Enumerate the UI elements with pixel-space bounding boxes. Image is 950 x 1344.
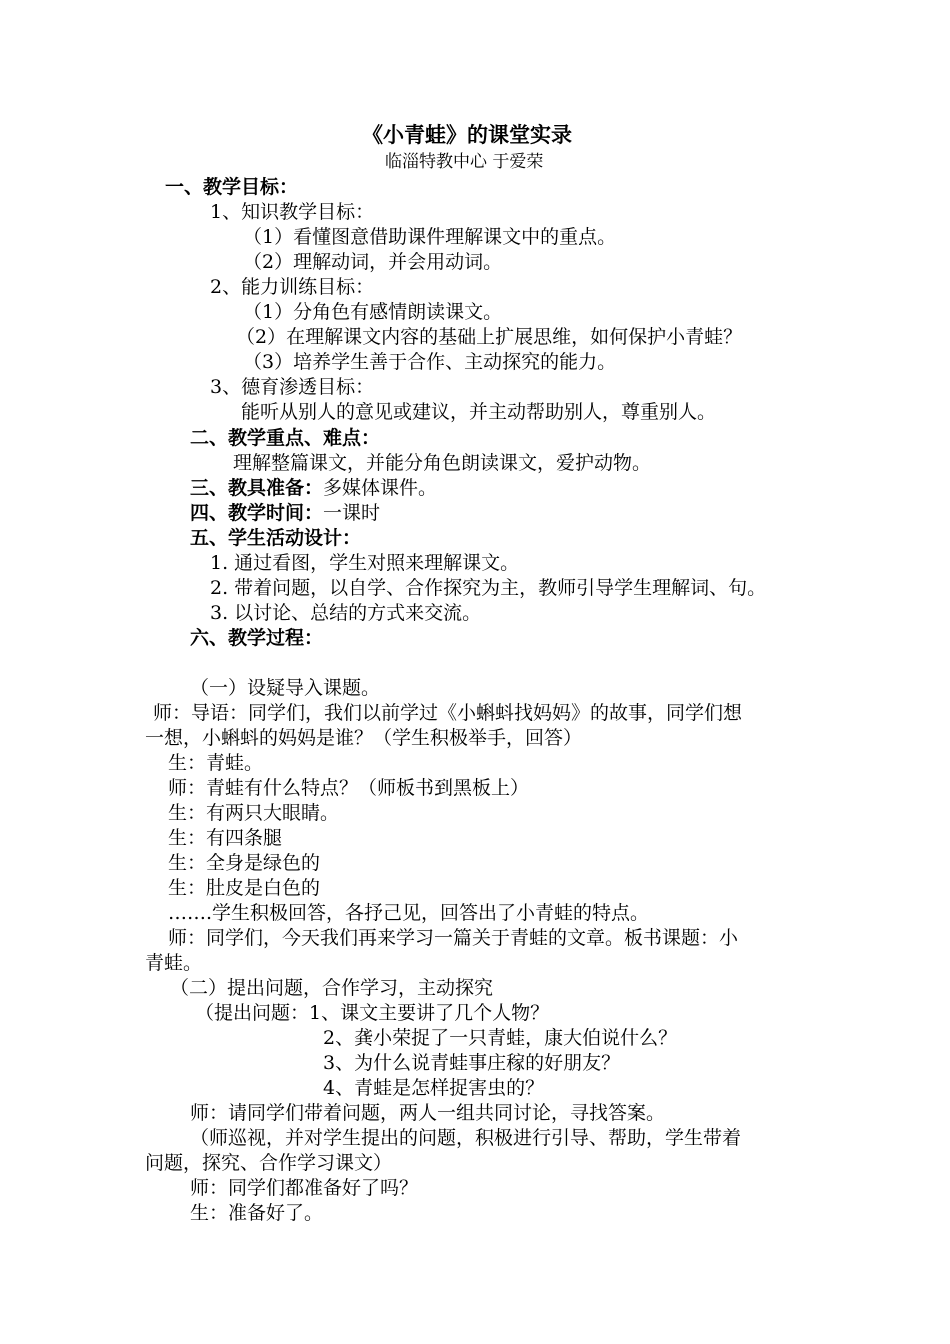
question-4: 4、青蛙是怎样捉害虫的？ bbox=[323, 1077, 545, 1099]
objective-knowledge-1: （1）看懂图意借助课件理解课文中的重点。 bbox=[243, 226, 617, 248]
section-6-heading: 六、教学过程： bbox=[190, 627, 324, 649]
section-3-heading: 三、教具准备： bbox=[190, 477, 324, 499]
objective-knowledge: 1、知识教学目标： bbox=[210, 201, 375, 223]
dialogue-line: 一想，小蝌蚪的妈妈是谁？（学生积极举手，回答） bbox=[145, 727, 583, 749]
activity-2: 2. 带着问题，以自学、合作探究为主，教师引导学生理解词、句。 bbox=[210, 577, 767, 599]
dialogue-line: 生：青蛙。 bbox=[168, 752, 264, 774]
objective-moral-1: 能听从别人的意见或建议，并主动帮助别人，尊重别人。 bbox=[241, 401, 717, 423]
dialogue-line: 师：同学们都准备好了吗？ bbox=[190, 1177, 419, 1199]
dialogue-line: 师：同学们，今天我们再来学习一篇关于青蛙的文章。板书课题：小 bbox=[168, 927, 739, 949]
dialogue-line: 生：准备好了。 bbox=[190, 1202, 324, 1224]
objective-ability: 2、能力训练目标： bbox=[210, 276, 375, 298]
section-1-heading: 一、教学目标： bbox=[165, 176, 299, 198]
dialogue-line: 青蛙。 bbox=[145, 952, 203, 974]
dialogue-line: 生：有两只大眼睛。 bbox=[168, 802, 340, 824]
activity-3: 3. 以讨论、总结的方式来交流。 bbox=[210, 602, 482, 624]
question-2: 2、龚小荣捉了一只青蛙，康大伯说什么？ bbox=[323, 1027, 678, 1049]
objective-ability-3: （3）培养学生善于合作、主动探究的能力。 bbox=[243, 351, 617, 373]
section-2-heading: 二、教学重点、难点： bbox=[190, 427, 381, 449]
objective-ability-1: （1）分角色有感情朗读课文。 bbox=[243, 301, 503, 323]
objective-ability-2: （2）在理解课文内容的基础上扩展思维，如何保护小青蛙？ bbox=[236, 326, 743, 348]
process-part-2-heading: （二）提出问题，合作学习，主动探究 bbox=[170, 977, 494, 999]
process-part-1-heading: （一）设疑导入课题。 bbox=[190, 677, 381, 699]
document-title: 《小青蛙》的课堂实录 bbox=[362, 122, 572, 147]
section-2-text: 理解整篇课文，并能分角色朗读课文，爱护动物。 bbox=[233, 452, 652, 474]
dialogue-line: 师：青蛙有什么特点？（师板书到黑板上） bbox=[168, 777, 530, 799]
question-3: 3、为什么说青蛙事庄稼的好朋友？ bbox=[323, 1052, 621, 1074]
dialogue-line: 生：有四条腿 bbox=[168, 827, 283, 849]
dialogue-line: …….学生积极回答，各抒己见，回答出了小青蛙的特点。 bbox=[168, 902, 650, 924]
dialogue-line: 生：肚皮是白色的 bbox=[168, 877, 321, 899]
section-3-text: 多媒体课件。 bbox=[323, 477, 438, 499]
objective-knowledge-2: （2）理解动词，并会用动词。 bbox=[243, 251, 503, 273]
activity-1: 1. 通过看图，学生对照来理解课文。 bbox=[210, 552, 520, 574]
section-4-text: 一课时 bbox=[323, 502, 381, 524]
dialogue-line: 生：全身是绿色的 bbox=[168, 852, 321, 874]
dialogue-line: 师：导语：同学们，我们以前学过《小蝌蚪找妈妈》的故事，同学们想 bbox=[153, 702, 743, 724]
objective-moral: 3、德育渗透目标： bbox=[210, 376, 375, 398]
dialogue-line: （师巡视，并对学生提出的问题，积极进行引导、帮助，学生带着 bbox=[190, 1127, 742, 1149]
dialogue-line: 问题，探究、合作学习课文） bbox=[145, 1152, 393, 1174]
section-4 bbox=[190, 501, 380, 525]
section-3 bbox=[190, 476, 437, 500]
dialogue-line: 师：请同学们带着问题，两人一组共同讨论，寻找答案。 bbox=[190, 1102, 666, 1124]
section-5-heading: 五、学生活动设计： bbox=[190, 527, 362, 549]
section-4-heading: 四、教学时间： bbox=[190, 502, 324, 524]
question-1: （提出问题：1、课文主要讲了几个人物？ bbox=[195, 1002, 550, 1024]
author-line: 临淄特教中心 于爱荣 bbox=[385, 152, 544, 172]
